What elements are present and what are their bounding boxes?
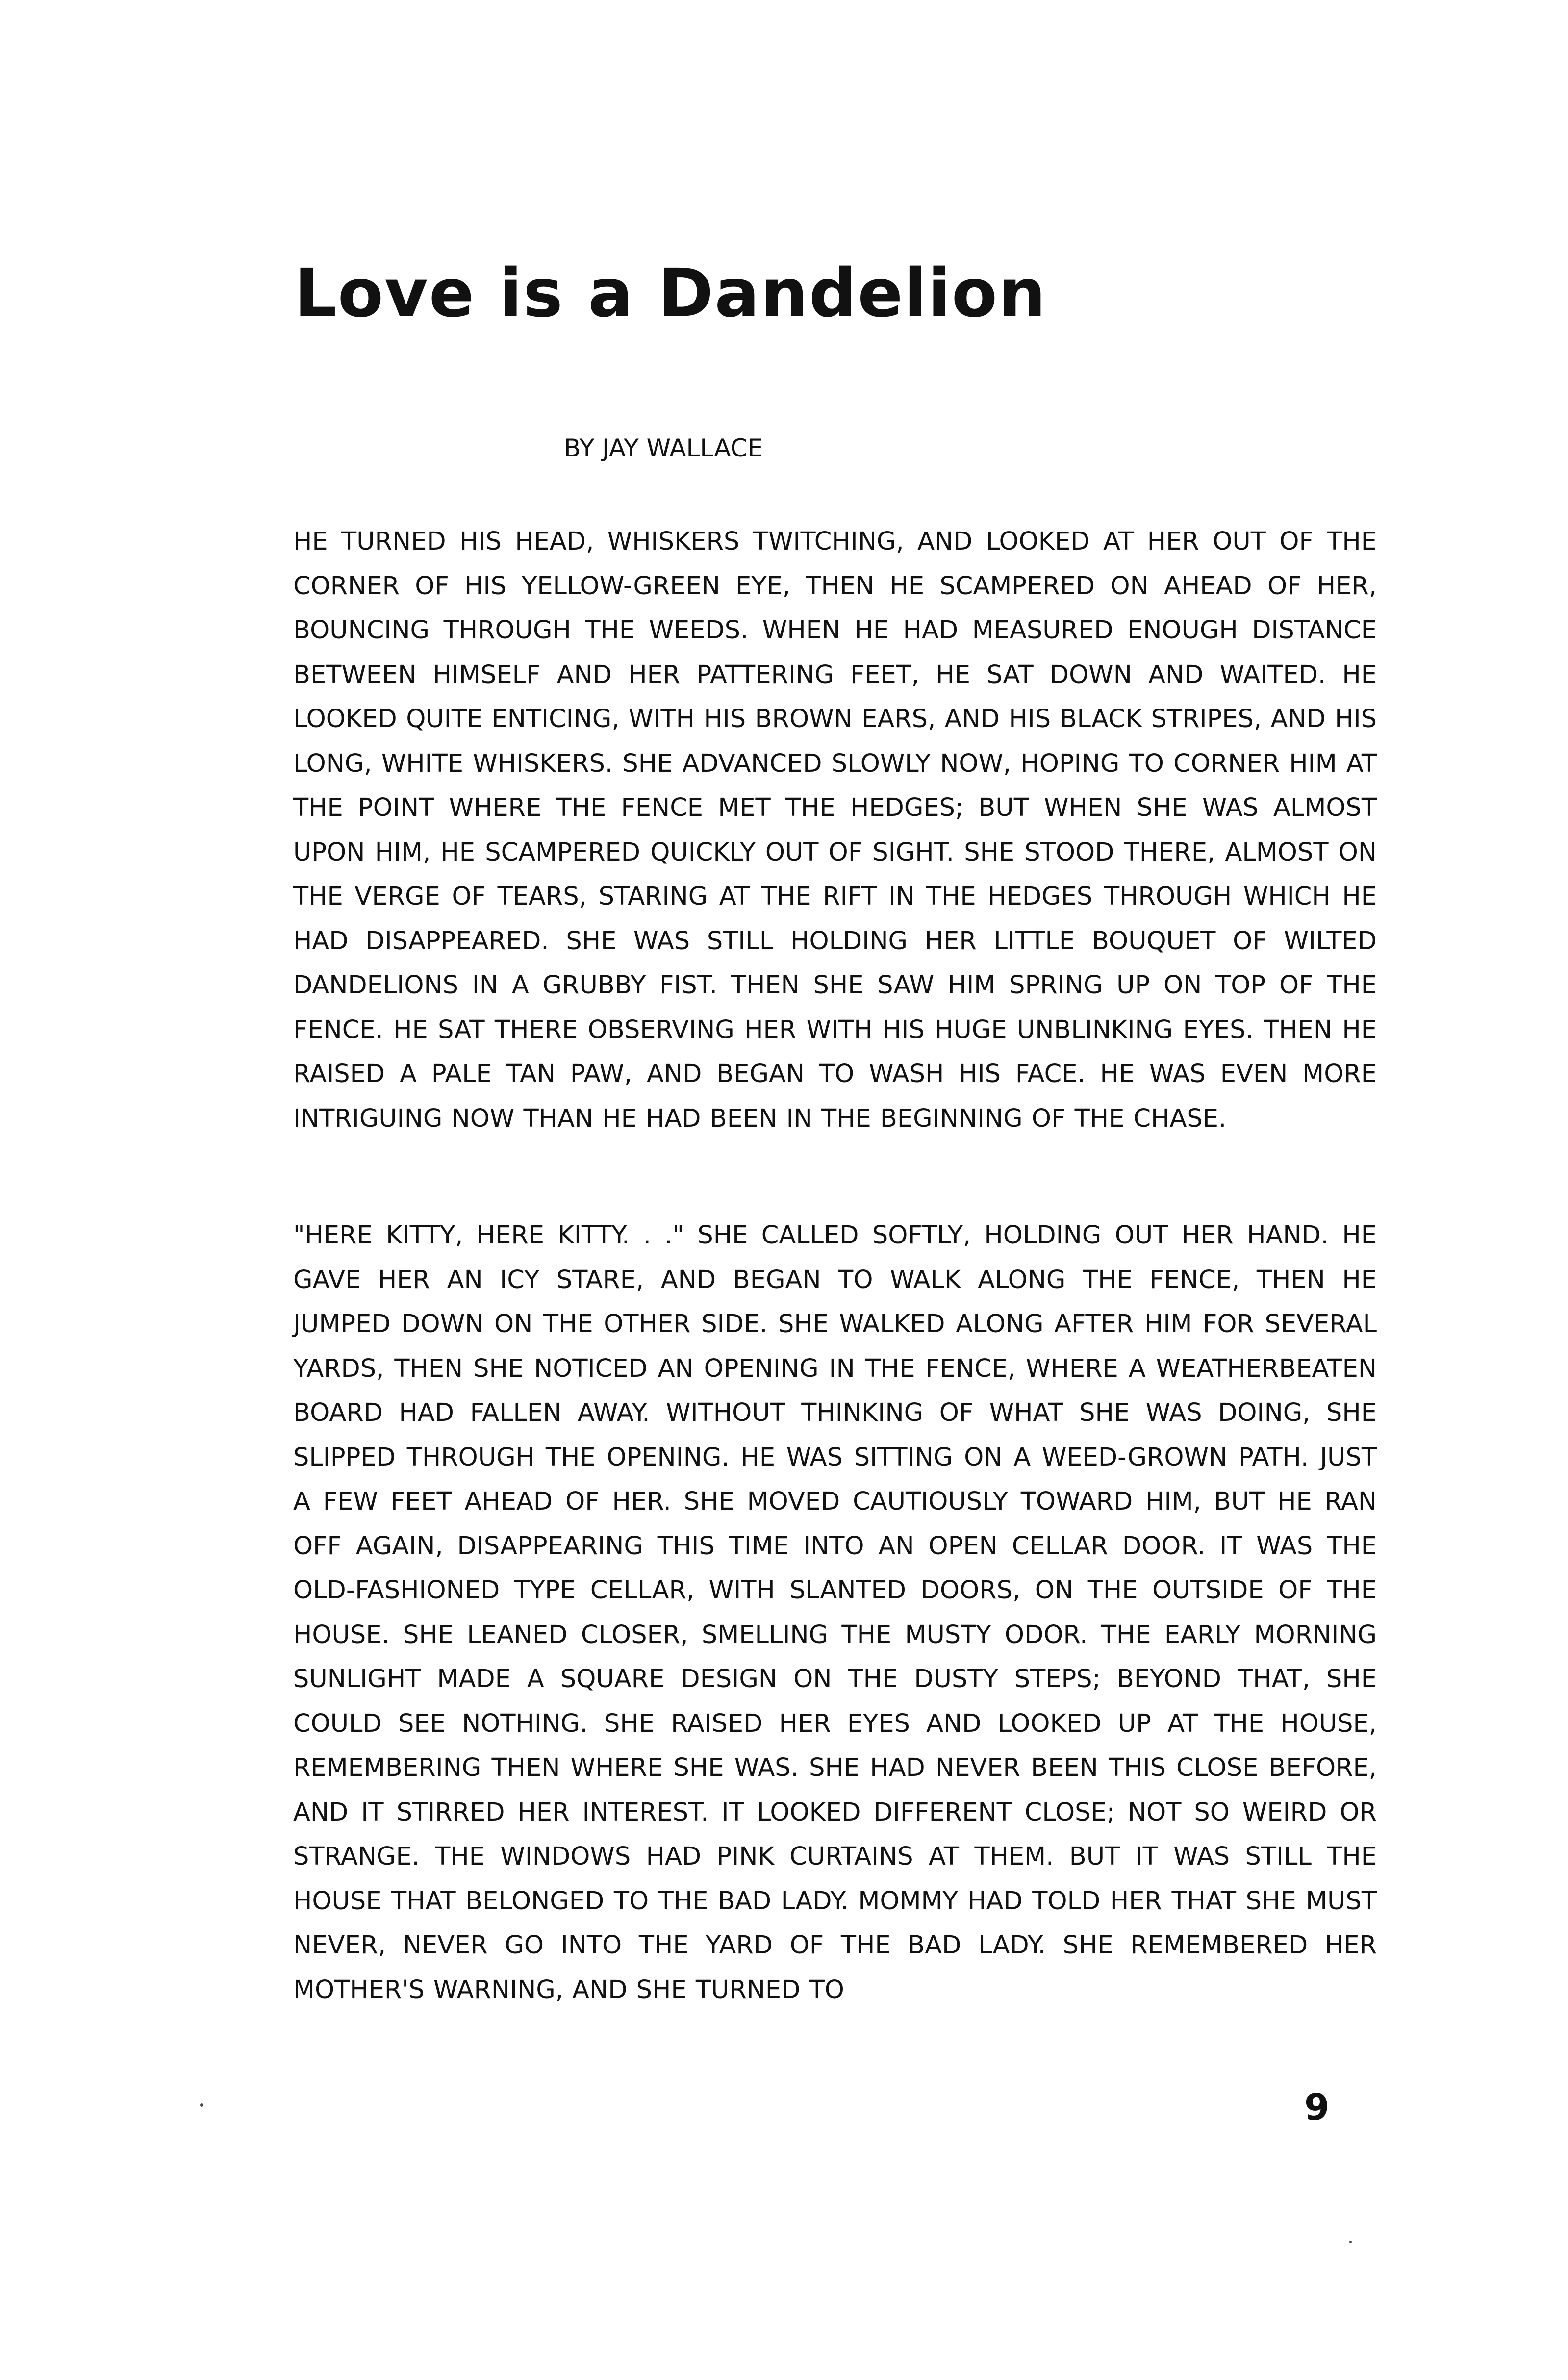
print-speck bbox=[1349, 2241, 1352, 2243]
page-number: 9 bbox=[1304, 2086, 1330, 2128]
story-title: Love is a Dandelion bbox=[294, 255, 1047, 332]
paragraph-1: HE TURNED HIS HEAD, WHISKERS TWITCHING, AND LOOKED AT HER OUT OF THE CORNER OF HIS YELLOW-GREEN EYE, THEN HE SCAMPERED ON AHEAD OF HER, BOUNCING THROUGH THE WEEDS. WHEN HE HAD MEASURED ENOUGH DISTANCE BETWEEN HIMSELF AND HER PATTERING FEET, HE SAT DOWN AND WAITED. HE LOOKED QUITE ENTICING, WITH HIS BROWN EARS, AND HIS BLACK STRIPES, AND HIS LONG, WHITE WHISKERS. SHE ADVANCED SLOWLY NOW, HOPING TO CORNER HIM AT THE POINT WHERE THE FENCE MET THE HEDGES; BUT WHEN SHE WAS ALMOST UPON HIM, HE SCAMPERED QUICKLY OUT OF SIGHT. SHE STOOD THERE, ALMOST ON THE VERGE OF TEARS, STARING AT THE RIFT IN THE HEDGES THROUGH WHICH HE HAD DISAPPEARED. SHE WAS STILL HOLDING HER LITTLE BOUQUET OF WILTED DANDELIONS IN A GRUBBY FIST. THEN SHE SAW HIM SPRING UP ON TOP OF THE FENCE. HE SAT THERE OBSERVING HER WITH HIS HUGE UNBLINKING EYES. THEN HE RAISED A PALE TAN PAW, AND BEGAN TO WASH HIS FACE. HE WAS EVEN MORE INTRIGUING NOW THAN HE HAD BEEN IN THE BEGINNING OF THE CHASE. bbox=[293, 527, 1377, 1133]
print-speck bbox=[200, 2103, 203, 2107]
paragraph-2: "HERE KITTY, HERE KITTY. . ." SHE CALLED SOFTLY, HOLDING OUT HER HAND. HE GAVE HER AN ICY STARE, AND BEGAN TO WALK ALONG THE FENCE, THEN HE JUMPED DOWN ON THE OTHER SIDE. SHE WALKED ALONG AFTER HIM FOR SEVERAL YARDS, THEN SHE NOTICED AN OPENING IN THE FENCE, WHERE A WEATHERBEATEN BOARD HAD FALLEN AWAY. WITHOUT THINKING OF WHAT SHE WAS DOING, SHE SLIPPED THROUGH THE OPENING. HE WAS SITTING ON A WEED-GROWN PATH. JUST A FEW FEET AHEAD OF HER. SHE MOVED CAUTIOUSLY TOWARD HIM, BUT HE RAN OFF AGAIN, DISAPPEARING THIS TIME INTO AN OPEN CELLAR DOOR. IT WAS THE OLD-FASHIONED TYPE CELLAR, WITH SLANTED DOORS, ON THE OUTSIDE OF THE HOUSE. SHE LEANED CLOSER, SMELLING THE MUSTY ODOR. THE EARLY MORNING SUNLIGHT MADE A SQUARE DESIGN ON THE DUSTY STEPS; BEYOND THAT, SHE COULD SEE NOTHING. SHE RAISED HER EYES AND LOOKED UP AT THE HOUSE, REMEMBERING THEN WHERE SHE WAS. SHE HAD NEVER BEEN THIS CLOSE BEFORE, AND IT STIRRED HER INTEREST. IT LOOKED DIFFERENT CLOSE; NOT SO WEIRD OR STRANGE. THE WINDOWS HAD PINK CURTAINS AT THEM. BUT IT WAS STILL THE HOUSE THAT BELONGED TO THE BAD LADY. MOMMY HAD TOLD HER THAT SHE MUST NEVER, NEVER GO INTO THE YARD OF THE BAD LADY. SHE REMEMBERED HER MOTHER'S WARNING, AND SHE TURNED TO bbox=[293, 1221, 1377, 2004]
author-byline: BY JAY WALLACE bbox=[564, 434, 763, 462]
